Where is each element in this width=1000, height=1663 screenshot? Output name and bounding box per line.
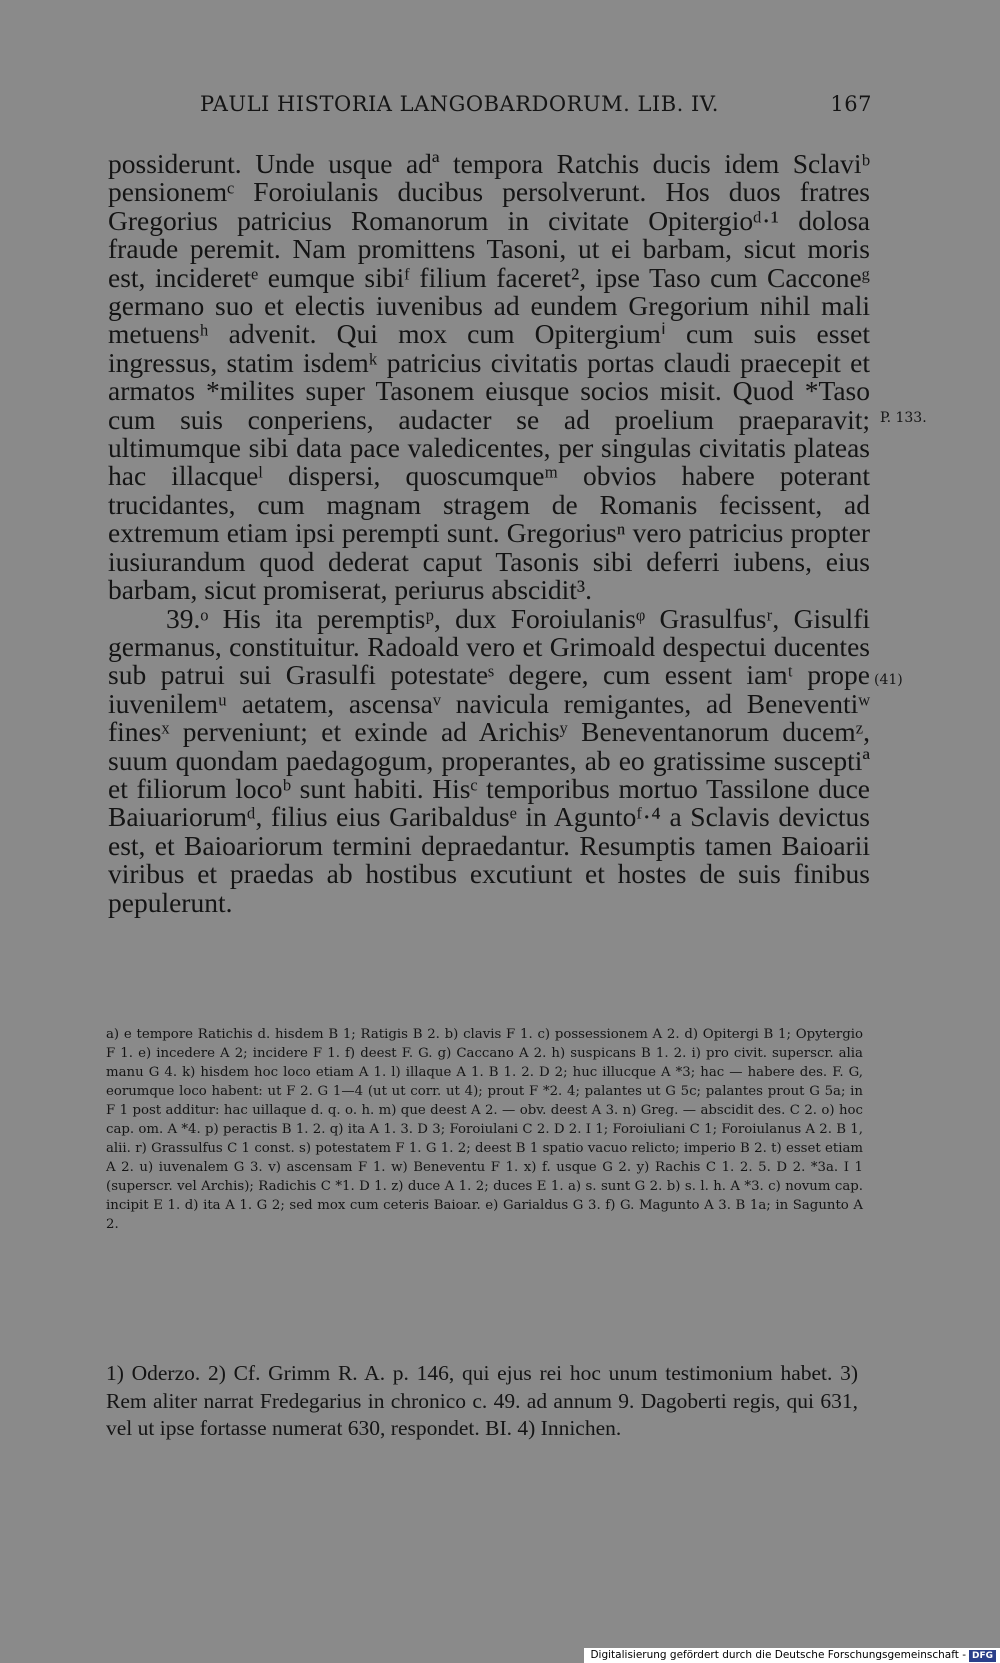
running-title: PAULI HISTORIA LANGOBARDORUM. LIB. IV.: [200, 92, 719, 116]
paragraph-2: 39.ᵒ His ita peremptisᵖ, dux Foroiulanisᵠ Grasulfusʳ, Gisulfi germanus, constituitur. Radoald vero et Grimoald despectui ducentes sub patrui sui Grasulfi potestateˢ degere, cum essent iamᵗ prope iuvenilemᵘ aetatem, ascensaᵛ navicula remigantes, ad Beneventiʷ finesˣ perveniunt; et exinde ad Arichisʸ Beneventanorum ducemᶻ, suum quondam paedagogum, properantes, ab eo gratissime susceptiª et filiorum locoᵇ sunt habiti. Hisᶜ temporibus mortuo Tassilone duce Baiuariorumᵈ, filius eius Garibaldusᵉ in Aguntoᶠ·⁴ a Sclavis devictus est, et Baioariorum termini depraedantur. Resumptis tamen Baioarii viribus et praedas ab hostibus excutiunt et hostes de suis finibus pepulerunt.: [108, 602, 870, 918]
paragraph-1: possiderunt. Unde usque adª tempora Ratchis ducis idem Sclaviᵇ pensionemᶜ Foroiulanis ducibus persolverunt. Hos duos fratres Gregorius patricius Romanorum in civitate Opitergioᵈ·¹ dolosa fraude peremit. Nam promittens Tasoni, ut ei barbam, sicut moris est, incideretᵉ eumque sibiᶠ filium faceret², ipse Taso cum Cacconeᵍ germano suo et electis iuvenibus ad eundem Gregorium nihil mali metuensʰ advenit. Qui mox cum Opitergiumⁱ cum suis esset ingressus, statim isdemᵏ patricius civitatis portas claudi praecepit et armatos *milites super Tasonem eiusque socios misit. Quod *Taso cum suis conperiens, audacter se ad proelium praeparavit; ultimumque sibi data pace valedicentes, per singulas civitatis plateas hac illacqueˡ dispersi, quoscumqueᵐ obvios habere poterant trucidantes, cum magnam stragem de Romanis fecissent, ad extremum etiam ipsi perempti sunt. Gregoriusⁿ vero patricius propter iusiurandum quod dederat caput Tasonis sibi deferri iubens, eius barbam, sicut promiserat, periurus abscidit³.: [108, 148, 870, 606]
critical-apparatus: a) e tempore Ratichis d. hisdem B 1; Ratigis B 2. b) clavis F 1. c) possessionem A 2. d) Opitergi B 1; Opytergio F 1. e) incedere A 2; incidere F 1. f) deest F. G. g) Caccano A 2. h) suspicans B 1. 2. i) pro civit. superscr. alia manu G 4. k) hisdem hoc loco etiam A 1. l) illaque A 1. B 1. 2. D 2; huc illucque A *3; hac — habere des. F. G, eorumque loco habent: ut F 2. G 1—4 (ut ut corr. ut 4); prout F *2. 4; palantes ut G 5c; palantes prout G 5a; in F 1 post additur: hac uillaque d. q. o. h. m) que deest A 2. — obv. deest A 3. n) Greg. — abscidit des. C 2. o) hoc cap. om. A *4. p) peractis B 1. 2. q) ita A 1. 3. D 3; Foroiulani C 2. D 2. I 1; Foroiuliani C 1; Foroiulanus A 2. B 1, alii. r) Grassulfus C 1 const. s) potestatem F 1. G 1. 2; deest B 1 spatio vacuo relicto; imperio B 2. t) esset etiam A 2. u) iuvenalem G 3. v) ascensam F 1. w) Beneventu F 1. x) f. usque G 2. y) Rachis C 1. 2. 5. D 2. *3a. I 1 (superscr. vel Archis); Radichis C *1. D 1. z) duce A 1. 2; duces E 1. a) s. sunt G 2. b) s. l. h. A *3. c) novum cap. incipit E 1. d) ita A 1. G 2; sed mox cum ceteris Baioar. e) Garialdus G 3. f) G. Magunto A 3. B 1a; in Sagunto A 2.: [106, 1027, 863, 1232]
page-number: 167: [830, 92, 872, 116]
dfg-logo: DFG: [969, 1650, 996, 1662]
margin-page-reference: P. 133.: [880, 410, 927, 426]
margin-chapter-reference: (41): [874, 672, 903, 688]
digitization-credit: [584, 1648, 1000, 1663]
credit-text: Digitalisierung gefördert durch die Deutsche Forschungsgemeinschaft -: [590, 1649, 966, 1661]
main-text: [108, 150, 870, 917]
footnotes: 1) Oderzo. 2) Cf. Grimm R. A. p. 146, qui ejus rei hoc unum testimonium habet. 3) Rem aliter narrat Fredegarius in chronico c. 49. ad annum 9. Dagoberti regis, qui 631, vel ut ipse fortasse numerat 630, respondet. BI. 4) Innichen.: [106, 1361, 858, 1440]
